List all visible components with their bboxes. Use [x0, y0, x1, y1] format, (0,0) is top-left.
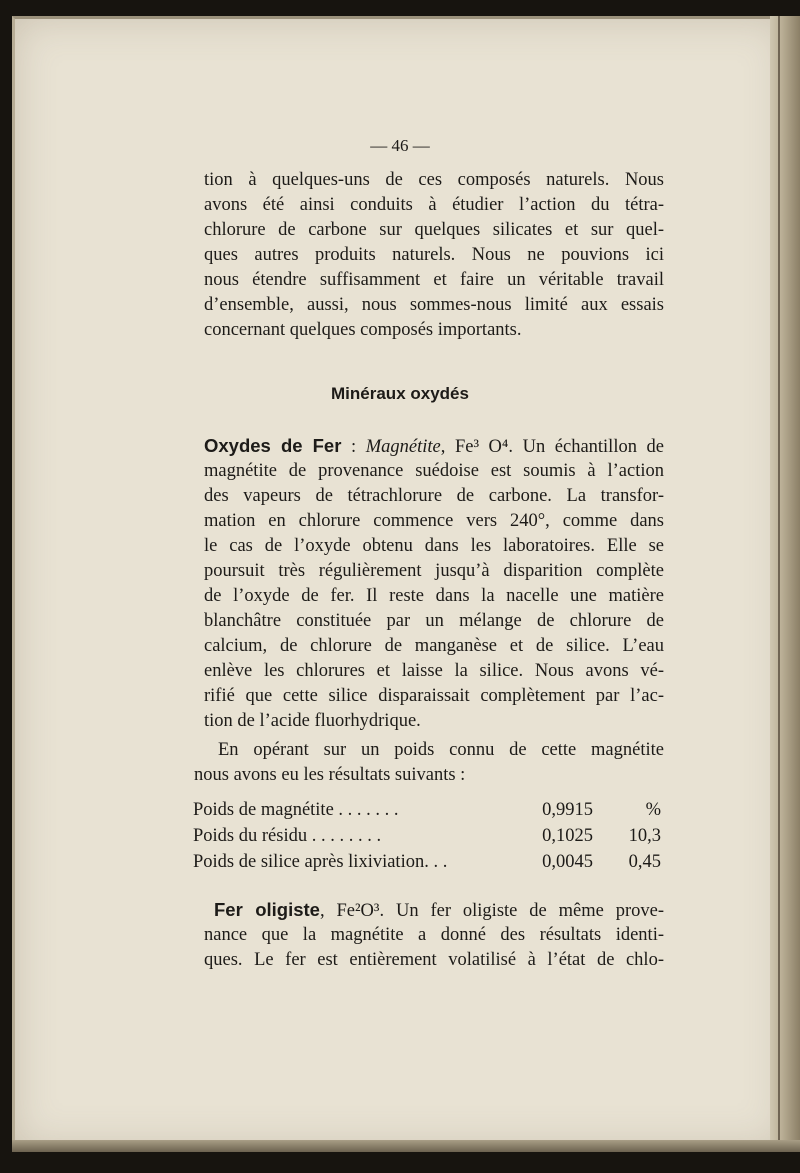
text-line: magnétite de provenance suédoise est soumis à l’action [204, 461, 664, 481]
text-line: enlève les chlorures et laisse la silice. Nous avons vé- [204, 661, 664, 681]
text-line: le cas de l’oxyde obtenu dans les laboratoires. Elle se [204, 536, 664, 556]
mineral-name: Magnétite [365, 437, 441, 457]
text-line: rifié que cette silice disparaissait complètement par l’ac- [204, 686, 664, 706]
text-fragment: Un échantillon de [513, 437, 664, 457]
text-fragment: Un fer oligiste de même prove- [384, 901, 665, 921]
text-line: tion de l’acide fluorhydrique. [204, 711, 421, 731]
text-line: chlorure de carbone sur quelques silicates et sur quel- [204, 220, 664, 240]
row-percent: 10,3 [628, 826, 661, 846]
text-line-first [214, 898, 664, 922]
row-value: 0,0045 [542, 852, 593, 872]
text-line: nous étendre suffisamment et faire un véritable travail [204, 270, 664, 290]
text-line: concernant quelques composés importants. [204, 320, 522, 340]
text-line: d’ensemble, aussi, nous sommes-nous limité aux essais [204, 295, 664, 315]
row-label: Poids de silice après lixiviation. . . [193, 852, 448, 872]
text-line: nous avons eu les résultats suivants : [194, 765, 466, 785]
text-line: mation en chlorure commence vers 240°, comme dans [204, 511, 664, 531]
text-line: des vapeurs de tétrachlorure de carbone. La transfor- [204, 486, 664, 506]
table-row [193, 852, 673, 878]
text-line: avons été ainsi conduits à étudier l’action du tétra- [204, 195, 664, 215]
table-row [193, 800, 673, 826]
text-line: blanchâtre constituée par un mélange de chlorure de [204, 611, 664, 631]
colon: : [341, 437, 366, 457]
text-line: ques autres produits naturels. Nous ne pouvions ici [204, 245, 664, 265]
formula: , Fe²O³. [319, 901, 385, 921]
formula: , Fe³ O⁴. [440, 437, 513, 457]
row-value: 0,9915 [542, 800, 593, 820]
text-line: de l’oxyde de fer. Il reste dans la nacelle une matière [204, 586, 664, 606]
row-percent: % [645, 800, 661, 820]
page-edge [770, 16, 800, 1144]
row-value: 0,1025 [542, 826, 593, 846]
section-heading: Minéraux oxydés [331, 384, 469, 403]
text-line: En opérant sur un poids connu de cette magnétite [218, 740, 664, 760]
row-label: Poids du résidu . . . . . . . . [193, 826, 382, 846]
text-line: calcium, de chlorure de manganèse et de silice. L’eau [204, 636, 664, 656]
text-line-first [204, 434, 664, 458]
text-line: poursuit très régulièrement jusqu’à disparition complète [204, 561, 664, 581]
text-line: nance que la magnétite a donné des résultats identi- [204, 925, 664, 945]
row-label: Poids de magnétite . . . . . . . [193, 800, 399, 820]
binding-line [778, 16, 780, 1144]
bottom-edge [12, 1140, 800, 1152]
subheading-fer-oligiste: Fer oligiste [214, 899, 320, 920]
table-row [193, 826, 673, 852]
row-percent: 0,45 [628, 852, 661, 872]
text-line: ques. Le fer est entièrement volatilisé à l’état de chlo- [204, 950, 664, 970]
subheading-oxydes-de-fer: Oxydes de Fer [204, 435, 342, 456]
text-line: tion à quelques-uns de ces composés naturels. Nous [204, 170, 664, 190]
page-number: — 46 — [370, 136, 430, 155]
